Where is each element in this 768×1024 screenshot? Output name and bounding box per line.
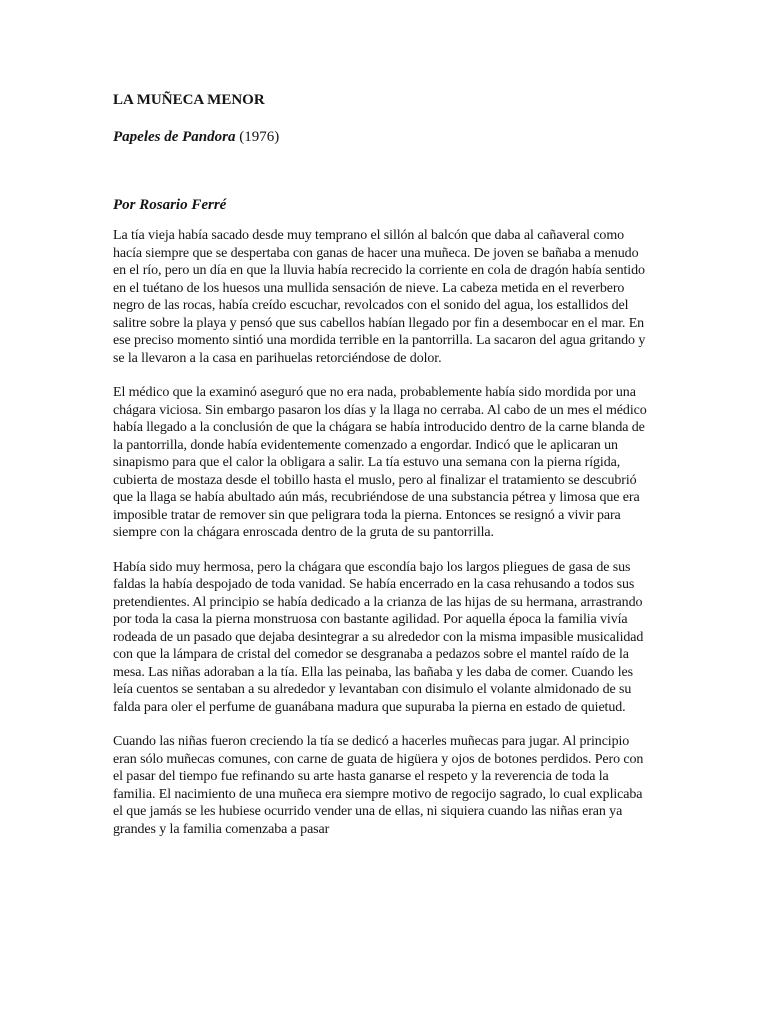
paragraph: Había sido muy hermosa, pero la chágara que escondía bajo los largos pliegues de gasa de sus faldas la había despojado de toda vanidad. Se había encerrado en la casa rehusando a todos sus pretendientes. Al principio se había dedicado a la crianza de las hijas de su hermana, arrastrando por toda la casa la pierna monstruosa con bastante agilidad. Por aquella época la familia vivía rodeada de un pasado que dejaba desintegrar a su alrededor con la misma impasible musicalidad con que la lámpara de cristal del comedor se desgranaba a pedazos sobre el mantel raído de la mesa. Las niñas adoraban a la tía. Ella las peinaba, las bañaba y les daba de comer. Cuando les leía cuentos se sentaban a su alrededor y levantaban con disimulo el volante almidonado de su falda para oler el perfume de guanábana madura que supuraba la pierna en estado de quietud. (113, 559, 644, 715)
source-line (113, 127, 648, 147)
paragraph: Cuando las niñas fueron creciendo la tía se dedicó a hacerles muñecas para jugar. Al principio eran sólo muñecas comunes, con carne de guata de higüera y ojos de botones perdidos. Pero con el pasar del tiempo fue refinando su arte hasta ganarse el respeto y la reverencia de toda la familia. El nacimiento de una muñeca era siempre motivo de regocijo sagrado, lo cual explicaba el que jamás se les hubiese ocurrido vender una de ellas, ni siquiera cuando las niñas eran ya grandes y la familia comenzaba a pasar (113, 734, 644, 837)
source-work-title: Papeles de Pandora (113, 129, 236, 145)
author-line: Por Rosario Ferré (113, 197, 227, 213)
paragraph: El médico que la examinó aseguró que no era nada, probablemente había sido mordida por una chágara viciosa. Sin embargo pasaron los días y la llaga no cerraba. Al cabo de un mes el médico había llegado a la conclusión de que la chágara se había introducido dentro de la carne blanda de la pantorrilla, donde había evidentemente comenzado a engordar. Indicó que le aplicaran un sinapismo para que el calor la obligara a salir. La tía estuvo una semana con la pierna rígida, cubierta de mostaza desde el tobillo hasta el muslo, pero al finalizar el tratamiento se descubrió que la llaga se había abultado aún más, recubriéndose de una substancia pétrea y limosa que era imposible tratar de remover sin que peligrara toda la pierna. Entonces se resignó a vivir para siempre con la chágara enroscada dentro de la gruta de su pantorrilla. (113, 385, 647, 540)
document-body (113, 90, 648, 838)
story-title: LA MUÑECA MENOR (113, 92, 265, 108)
paragraph: La tía vieja había sacado desde muy temprano el sillón al balcón que daba al cañaveral como hacía siempre que se despertaba con ganas de hacer una muñeca. De joven se bañaba a menudo en el río, pero un día en que la lluvia había recrecido la corriente en cola de dragón había sentido en el tuétano de los huesos una mullida sensación de nieve. La cabeza metida en el reverbero negro de las rocas, había creído escuchar, revolcados con el sonido del agua, los estallidos del salitre sobre la playa y pensó que sus cabellos habían llegado por fin a desembocar en el mar. En ese preciso momento sintió una mordida terrible en la pantorrilla. La sacaron del agua gritando y se la llevaron a la casa en parihuelas retorciéndose de dolor. (113, 228, 646, 366)
source-year: (1976) (235, 129, 280, 145)
